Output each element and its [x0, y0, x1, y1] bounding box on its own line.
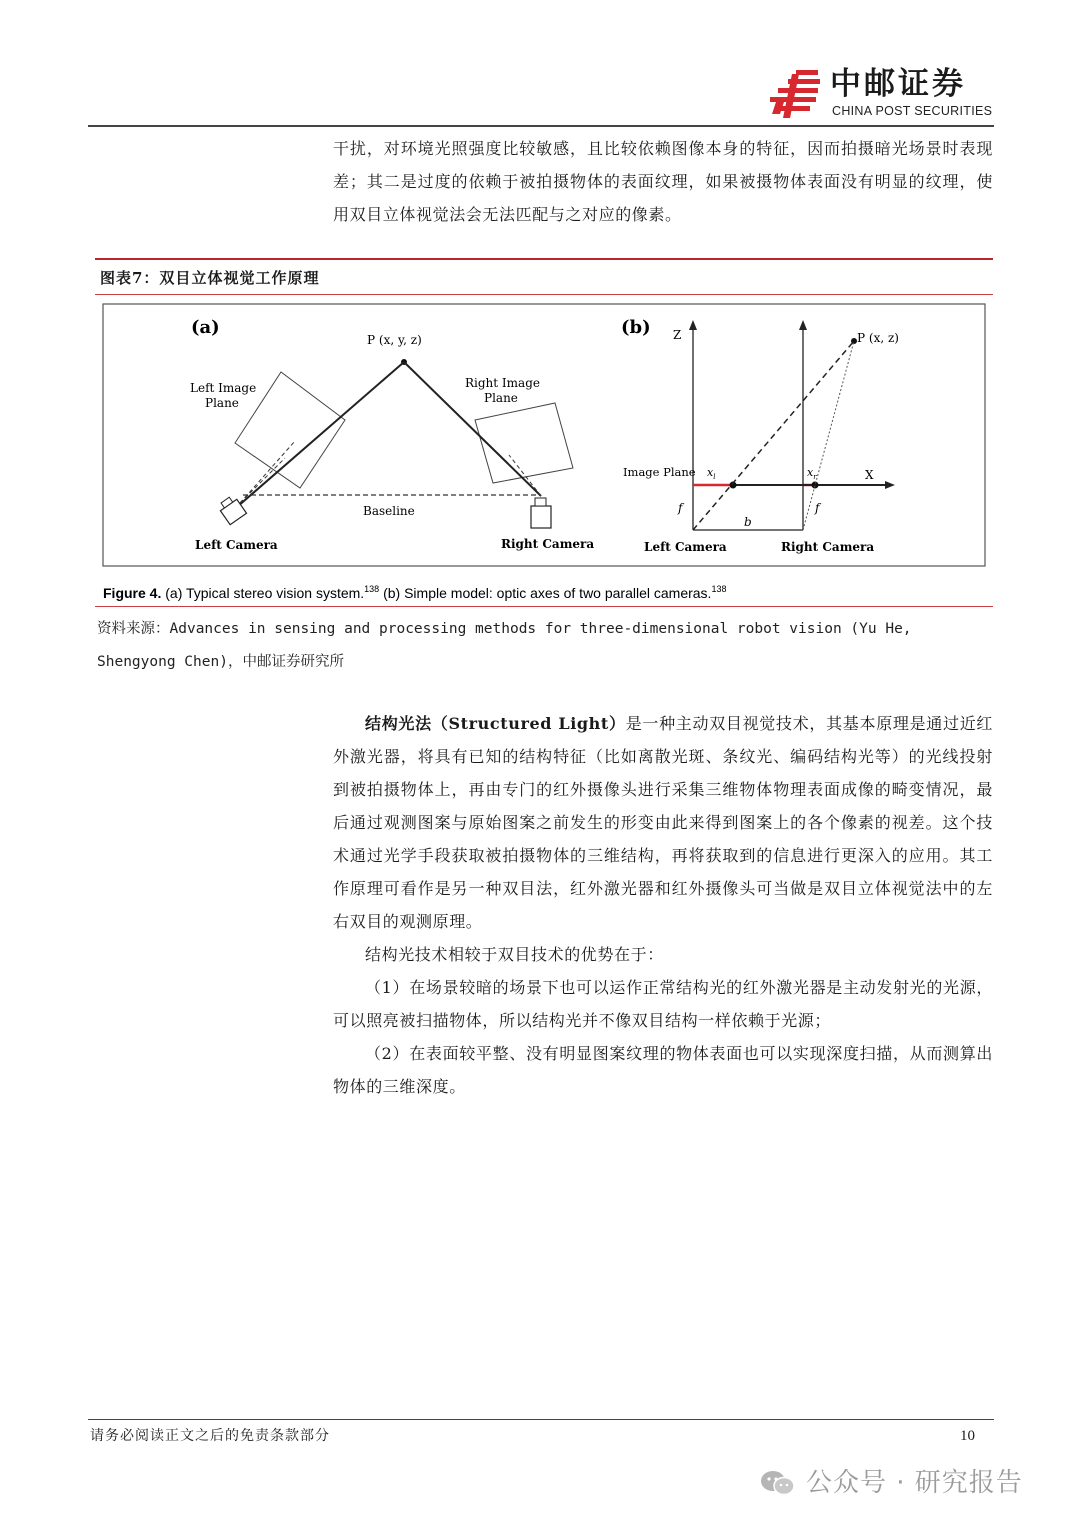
left-plane-label-2: Plane: [205, 396, 239, 410]
intro-paragraph: [333, 132, 993, 231]
figure-bottom-rule: [95, 606, 993, 607]
footer-divider: [88, 1419, 994, 1420]
wechat-icon: [760, 1469, 796, 1497]
body-section: [333, 707, 993, 1103]
panel-a-left-camera: Left Camera: [195, 538, 278, 552]
page-number: 10: [960, 1428, 975, 1444]
panel-b-left-camera: Left Camera: [644, 540, 727, 554]
figure-caption: Figure 4. (a) Typical stereo vision system.$^{138}$ (b) Simple model: optic axes of two parallel cameras.$^{138}$: [103, 584, 727, 601]
stereo-vision-figure: [95, 298, 993, 604]
panel-b-label: (b): [621, 317, 651, 338]
xl-label: $x_l$: [707, 466, 716, 481]
logo-chinese-name: 中邮证券: [830, 66, 966, 102]
f-left-label: f: [678, 501, 683, 515]
panel-b-right-camera: Right Camera: [781, 540, 875, 554]
company-logo: [766, 66, 996, 122]
footer-disclaimer: 请务必阅读正文之后的免责条款部分: [90, 1428, 330, 1444]
right-projection-point: [812, 482, 819, 489]
header-divider: [88, 125, 994, 127]
term-structured-light: 结构光法（Structured Light）: [365, 714, 626, 733]
x-axis-label: X: [865, 468, 874, 482]
z-axis-label: Z: [673, 328, 682, 342]
right-plane-label-2: Plane: [484, 391, 518, 405]
china-post-logo-icon: [766, 68, 824, 120]
panel-a-right-camera: Right Camera: [501, 537, 595, 551]
panel-a-point-label: P (x, y, z): [367, 333, 422, 347]
baseline-label: Baseline: [363, 504, 415, 518]
xr-label: $x_r$: [807, 466, 817, 481]
body-paragraph-4: （2）在表面较平整、没有明显图案纹理的物体表面也可以实现深度扫描，从而测算出物体的三维深度。: [333, 1044, 993, 1096]
image-plane-label: Image Plane: [623, 465, 696, 479]
panel-a-label: (a): [191, 317, 220, 338]
panel-b-point-label: P (x, z): [857, 331, 899, 345]
body-paragraph-1: [333, 707, 993, 938]
logo-english-name: CHINA POST SECURITIES: [832, 104, 993, 118]
right-plane-label-1: Right Image: [465, 376, 540, 390]
body-paragraph-2: 结构光技术相较于双目技术的优势在于：: [365, 945, 664, 964]
body-paragraph-1-text: 是一种主动双目视觉技术，其基本原理是通过近红外激光器，将具有已知的结构特征（比如离散光斑、条纹光、编码结构光等）的光线投射到被拍摄物体上，再由专门的红外摄像头进行采集三维物体物理表面成像的畸变情况，最后通过观测图案与原始图案之前发生的形变由此来得到图案上的各个像素的视差。这个技术通过光学手段获取被拍摄物体的三维结构，再将获取到的信息进行更深入的应用。其工作原理可看作是另一种双目法，红外激光器和红外摄像头可当做是双目立体视觉法中的左右双目的观测原理。: [333, 714, 993, 931]
body-paragraph-3: （1）在场景较暗的场景下也可以运作正常结构光的红外激光器是主动发射光的光源，可以照亮被扫描物体，所以结构光并不像双目结构一样依赖于光源；: [333, 978, 993, 1030]
figure-top-rule: [95, 258, 993, 260]
intro-text: 干扰，对环境光照强度比较敏感，且比较依赖图像本身的特征，因而拍摄暗光场景时表现差；其二是过度的依赖于被拍摄物体的表面纹理，如果被摄物体表面没有明显的纹理，使用双目立体视觉法会无法匹配与之对应的像素。: [333, 139, 993, 224]
b-label: b: [744, 515, 752, 529]
f-right-label: f: [815, 501, 820, 515]
figure-title: 图表7：双目立体视觉工作原理: [100, 269, 320, 287]
figure-source: 资料来源：Advances in sensing and processing methods for three-dimensional robot vision (Yu He, Shengyong Chen)，中邮证券研究所: [97, 621, 912, 670]
left-plane-label-1: Left Image: [190, 381, 257, 395]
figure-title-rule: [95, 294, 993, 295]
watermark-text: 公众号 · 研究报告: [806, 1468, 1023, 1498]
